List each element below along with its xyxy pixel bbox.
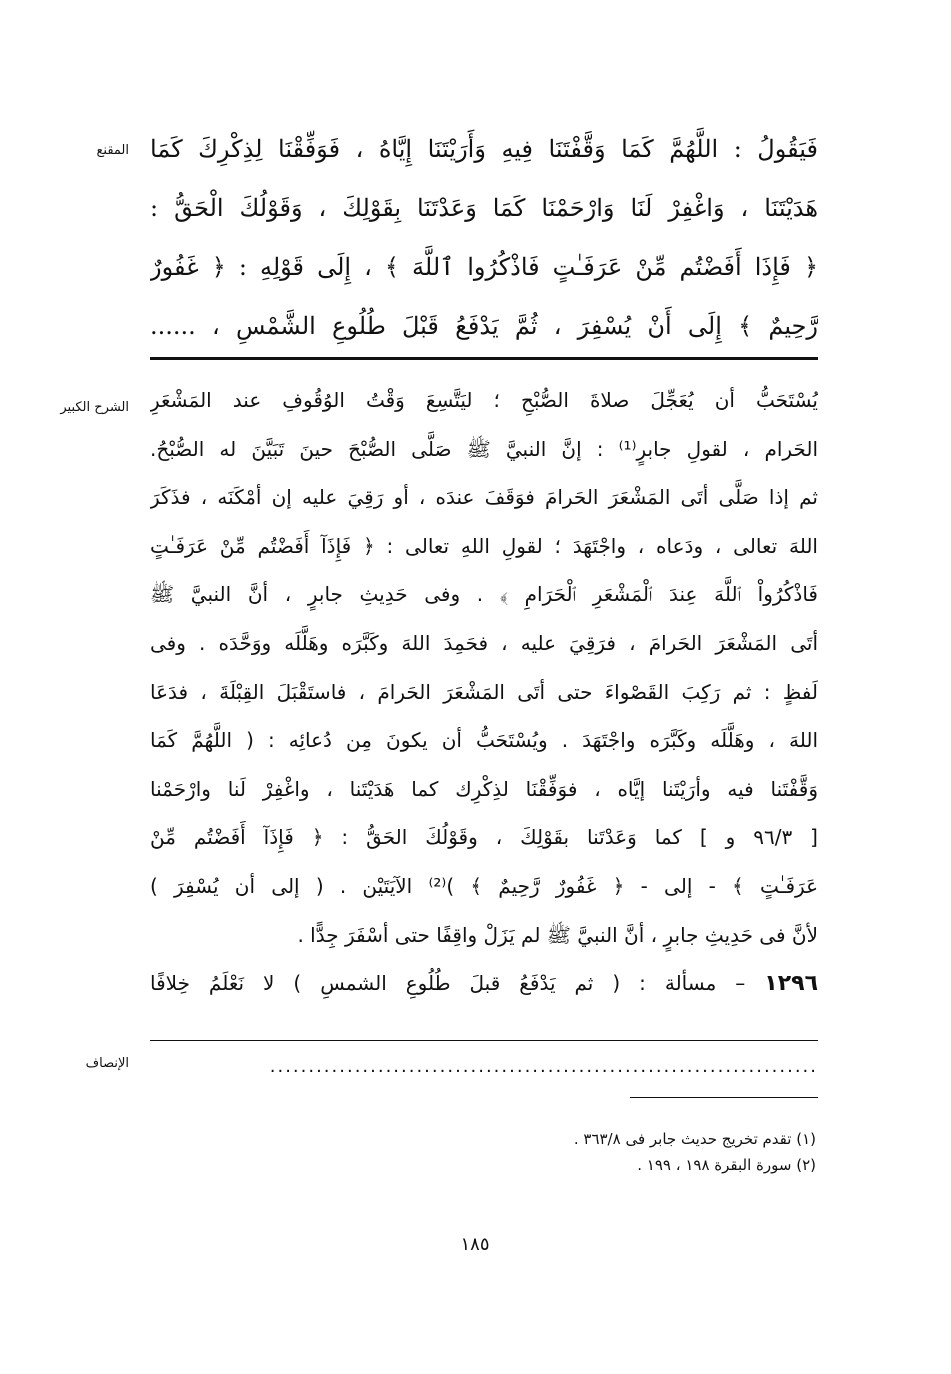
- sharh-line: عَرَفَـٰتٍ ﴾ - إلى - ﴿ غَفُورٌ رَّحِيمٌ ﴾ )⁽²⁾ الآيَتَيْن . ( إلى أن يُسْفِرَ ): [150, 873, 818, 898]
- sharh-line: وَقَّفْتَنا فيه وأرَيْتَنا إيَّاه ، فوَفِّقْنَا لذِكْرِك كما هَدَيْتَنا ، واغْفِرْ لَنا وارْحَمْنا: [150, 776, 818, 801]
- insaf-top-rule: [150, 1040, 818, 1041]
- muqni-line: هَدَيْتَنَا ، وَاغْفِرْ لَنَا وَارْحَمْنَا كَمَا وَعَدْتَنَا بِقَوْلِكَ ، وَقَوْلُكَ الْحَقُّ :: [150, 194, 818, 222]
- footnotes: [574, 1126, 816, 1178]
- section-divider: [150, 357, 818, 360]
- masala-number: ١٢٩٦: [764, 971, 818, 997]
- muqni-line: رَّحِيمٌ ﴾ إِلَى أَنْ يُسْفِرَ ، ثُمَّ يَدْفَعُ قَبْلَ طُلُوعِ الشَّمْسِ ، ......: [150, 312, 818, 340]
- muqni-line: فَيَقُولُ : اللَّهُمَّ كَمَا وَقَّفْتَنَا فِيهِ وَأَرَيْتَنَا إِيَّاهُ ، فَوَفِّقْنَا لِذِكْرِكَ كَمَا: [150, 135, 818, 163]
- sharh-line: ثم إذا صَلَّى أتَى المَشْعَرَ الحَرامَ فوَقَفَ عندَه ، أو رَقِيَ عليه إن أمْكَنَه ، فذَكَرَ: [150, 485, 818, 510]
- sharh-line: اللهَ ، وهَلَّلَه وكَبَّرَه واجْتَهَدَ . ويُسْتَحَبُّ أن يكونَ مِن دُعائِه : ( اللَّهُمَّ كَمَا: [150, 728, 818, 753]
- insaf-margin-label: الإنصاف: [85, 1056, 129, 1071]
- sharh-line: [ ٩٦/٣ و ] كما وَعَدْتَنا بقَوْلِكَ ، وقَوْلُكَ الحَقُّ : ﴿ فَإِذَآ أَفَضْتُم مِّنْ: [150, 825, 818, 850]
- sharh-line: اللهَ تعالى ، ودَعاه ، واجْتَهَدَ ؛ لقولِ اللهِ تعالى : ﴿ فَإِذَآ أَفَضْتُم مِّنْ عَرَفَـٰتٍ: [150, 533, 818, 558]
- footnote-separator: [630, 1097, 818, 1098]
- sharh-line: يُسْتَحَبُّ أن يُعَجِّلَ صلاةَ الصُّبْحِ ؛ ليَتَّسِعَ وَقْتُ الوُقُوفِ عند المَشْعَرِ: [150, 388, 818, 412]
- sharh-line: لَفظٍ : ثم رَكِبَ القَصْواءَ حتى أتَى المَشْعَرَ الحَرامَ ، فاستَقْبَلَ القِبْلَةَ ، فدَعَا: [150, 679, 818, 704]
- insaf-dots: .......................................................................: [269, 1056, 818, 1077]
- page-number: ١٨٥: [460, 1234, 490, 1255]
- masala-line: [150, 959, 818, 1008]
- footnote: (١) تقدم تخريج حديث جابر فى ٣٦٣/٨ .: [573, 1130, 816, 1148]
- sharh-margin-label: الشرح الكبير: [60, 400, 129, 415]
- sharh-line: فَاذْكُرُواْ ٱللَّهَ عِندَ ٱلْمَشْعَرِ ٱلْحَرَامِ ﴾ . وفى حَدِيثِ جابرٍ ، أنَّ النبيَّ ﷺ: [150, 582, 818, 607]
- masala-text: – مسألة : ( ثم يَدْفَعُ قبلَ طُلُوعِ الشمسِ ) لا نَعْلَمُ خِلافًا: [150, 971, 765, 996]
- muqni-line: ﴿ فَإِذَا أَفَضْتُم مِّنْ عَرَفَـٰتٍ فَاذْكُرُوا ٱللَّهَ ﴾ ، إِلَى قَوْلِهِ : ﴿ غَفُورٌ: [150, 253, 818, 281]
- muqni-text: [150, 120, 818, 356]
- footnote: (٢) سورة البقرة ١٩٨ ، ١٩٩ .: [637, 1156, 816, 1174]
- muqni-margin-label: المقنع: [96, 143, 129, 158]
- sharh-line: أتَى المَشْعَرَ الحَرامَ ، فرَقِيَ عليه ، فحَمِدَ اللهَ وكَبَّرَه وهَلَّلَه ووَحَّدَه . وفى: [150, 630, 818, 655]
- sharh-line: لأنَّ فى حَدِيثِ جابرٍ ، أنَّ النبيَّ ﷺ لم يَزَلْ واقِفًا حتى أسْفَرَ جِدًّا .: [297, 922, 818, 947]
- sharh-text: [150, 376, 818, 1008]
- sharh-line: الحَرام ، لقولِ جابرٍ⁽¹⁾ : إنَّ النبيَّ ﷺ صَلَّى الصُّبْحَ حينَ تَبَيَّنَ له الصُّبْحُ.: [150, 436, 818, 461]
